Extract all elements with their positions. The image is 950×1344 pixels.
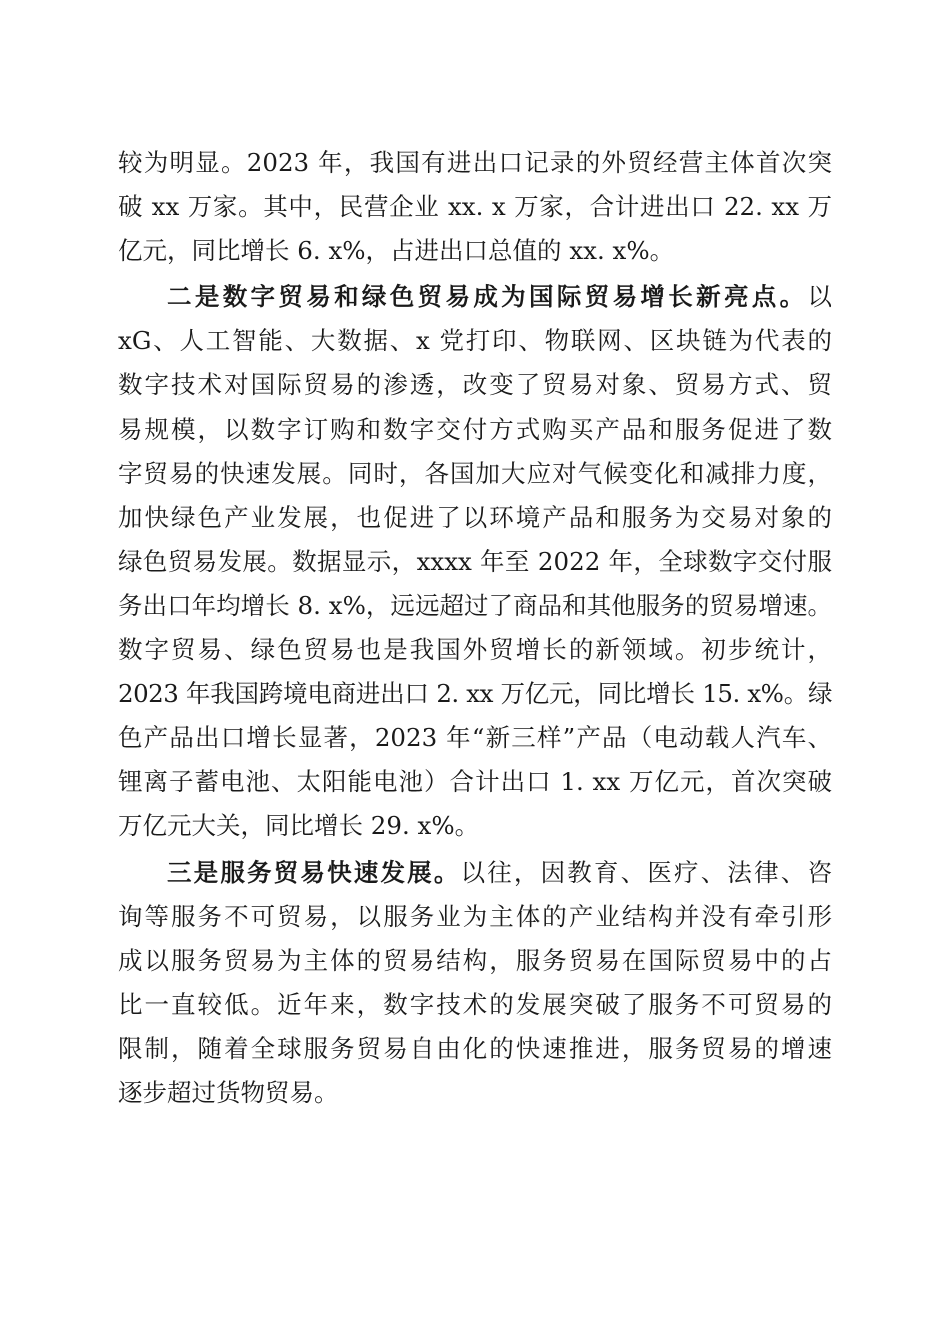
text-segment: xG、人工智能、大数据、x 党打印、物联网、区块链为代表的 — [118, 326, 832, 356]
paragraph-heading: 三是服务贸易快速发展。 — [167, 857, 461, 887]
text-segment: 数字技术对国际贸易的渗透，改变了贸易对象、贸易方式、贸 — [118, 370, 832, 400]
text-segment: 务出口年均增长 8. x%，远远超过了商品和其他服务的贸易增速。 — [118, 590, 832, 620]
text-line — [118, 540, 832, 584]
text-segment: 限制，随着全球服务贸易自由化的快速推进，服务贸易的增速 — [118, 1033, 832, 1063]
text-line — [118, 1027, 832, 1071]
text-line — [118, 628, 832, 672]
text-segment: 加快绿色产业发展，也促进了以环境产品和服务为交易对象的 — [118, 502, 832, 532]
text-segment: 数字贸易、绿色贸易也是我国外贸增长的新领域。初步统计， — [118, 635, 832, 665]
text-line — [118, 983, 832, 1027]
text-segment: 比一直较低。近年来，数字技术的发展突破了服务不可贸易的 — [118, 989, 832, 1019]
text-line — [118, 141, 832, 185]
text-segment: 色产品出口增长显著，2023 年“新三样”产品（电动载人汽车、 — [118, 723, 832, 753]
text-line — [118, 363, 832, 407]
text-segment: 以往，因教育、医疗、法律、咨 — [460, 857, 832, 887]
text-line — [118, 804, 832, 848]
text-line — [118, 408, 832, 452]
text-segment: 破 xx 万家。其中，民营企业 xx. x 万家，合计进出口 22. xx 万 — [118, 192, 832, 222]
text-segment: 成以服务贸易为主体的贸易结构，服务贸易在国际贸易中的占 — [118, 945, 832, 975]
text-line — [118, 584, 832, 628]
text-line — [118, 496, 832, 540]
text-line — [118, 275, 832, 319]
text-line — [118, 319, 832, 363]
text-line — [118, 716, 832, 760]
text-line — [118, 895, 832, 939]
text-line — [118, 452, 832, 496]
paragraph-digital-green-trade — [118, 275, 832, 848]
text-segment: 2023 年我国跨境电商进出口 2. xx 万亿元，同比增长 15. x%。绿 — [118, 679, 832, 709]
text-line — [118, 229, 832, 273]
text-segment: 易规模，以数字订购和数字交付方式购买产品和服务促进了数 — [118, 414, 832, 444]
text-segment: 较为明显。2023 年，我国有进出口记录的外贸经营主体首次突 — [118, 148, 832, 177]
text-segment: 亿元，同比增长 6. x%，占进出口总值的 xx. x%。 — [118, 236, 675, 266]
text-line — [118, 672, 832, 716]
text-line — [118, 939, 832, 983]
text-segment: 询等服务不可贸易，以服务业为主体的产业结构并没有牵引形 — [118, 901, 832, 931]
text-line — [118, 851, 832, 895]
text-segment: 锂离子蓄电池、太阳能电池）合计出口 1. xx 万亿元，首次突破 — [118, 767, 832, 797]
text-segment: 绿色贸易发展。数据显示，xxxx 年至 2022 年，全球数字交付服 — [118, 546, 832, 576]
document-body — [118, 141, 832, 1115]
paragraph-service-trade — [118, 851, 832, 1116]
text-line — [118, 1071, 832, 1115]
text-segment: 万亿元大关，同比增长 29. x%。 — [118, 811, 480, 841]
text-segment: 逐步超过货物贸易。 — [118, 1077, 339, 1107]
text-segment: 以 — [807, 282, 832, 312]
text-segment: 字贸易的快速发展。同时，各国加大应对气候变化和减排力度， — [118, 458, 832, 488]
paragraph-continuation — [118, 141, 832, 273]
paragraph-heading: 二是数字贸易和绿色贸易成为国际贸易增长新亮点。 — [167, 282, 808, 312]
text-line — [118, 760, 832, 804]
text-line — [118, 185, 832, 229]
